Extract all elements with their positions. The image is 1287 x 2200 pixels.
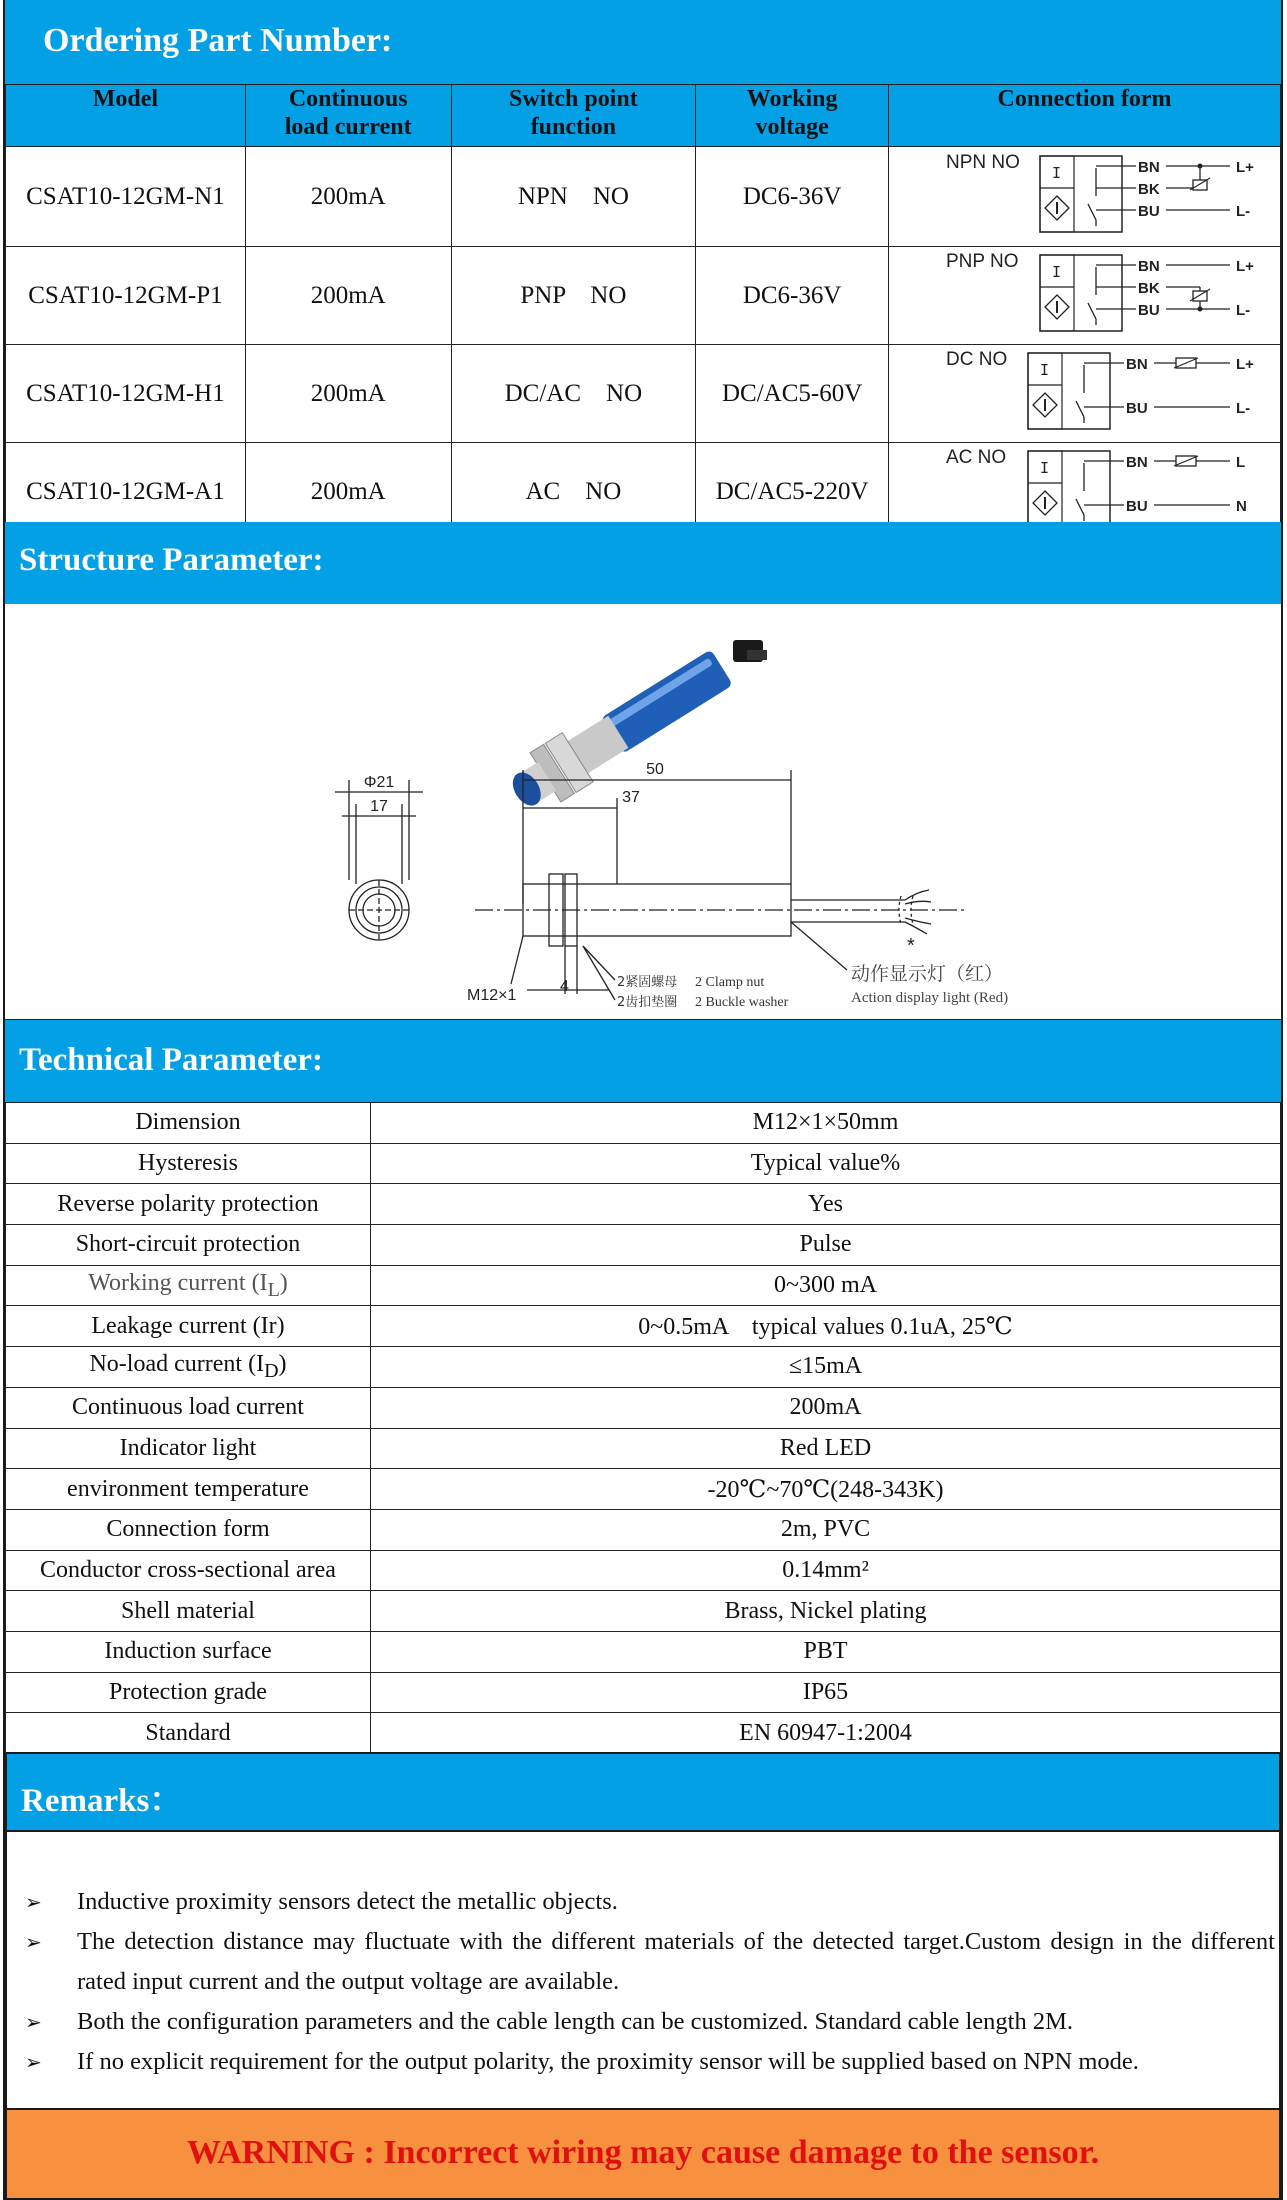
warning-text: WARNING : Incorrect wiring may cause damage to the sensor. <box>186 2134 1100 2171</box>
wire-bu: BU <box>1137 203 1160 220</box>
tech-row <box>6 1306 1281 1347</box>
ordering-header-2 <box>451 85 696 147</box>
structure-drawing-area <box>5 604 1281 1020</box>
ordering-cell-function <box>451 345 696 443</box>
ordering-model-text: CSAT10-12GM-N1 <box>26 182 225 210</box>
ordering-function-text: DC/AC NO <box>504 379 643 407</box>
tech-value: M12×1×50mm <box>752 1109 899 1136</box>
datasheet <box>3 0 1283 2200</box>
ordering-header-text: function <box>530 114 617 140</box>
ordering-voltage-text: DC/AC5-220V <box>715 477 869 505</box>
tech-value: Yes <box>808 1190 843 1217</box>
tech-key: Connection form <box>106 1516 270 1543</box>
tech-value-cell <box>371 1225 1281 1266</box>
ordering-model-text: CSAT10-12GM-H1 <box>26 379 225 407</box>
ordering-voltage-text: DC6-36V <box>742 281 842 309</box>
bullet-arrow-icon: ➢ <box>25 2010 42 2034</box>
tech-value: EN 60947-1:2004 <box>739 1719 912 1746</box>
tech-key: Protection grade <box>109 1678 267 1705</box>
ordering-header-0 <box>6 85 246 147</box>
structure-title: Structure Parameter: <box>19 542 324 578</box>
ordering-cell-wiring <box>889 147 1281 247</box>
tech-row <box>6 1143 1281 1184</box>
action-light-en: Action display light (Red) <box>851 990 1009 1006</box>
warning-banner <box>5 2110 1281 2200</box>
tech-key-cell <box>6 1509 371 1550</box>
tech-key: Continuous load current <box>72 1394 304 1421</box>
tech-value-cell <box>371 1184 1281 1225</box>
tech-value: 0~300 mA <box>774 1272 877 1299</box>
ordering-row <box>6 345 1281 443</box>
tech-key: Standard <box>145 1719 231 1746</box>
wiring-diagram <box>900 148 1270 238</box>
ordering-current-text: 200mA <box>310 182 386 210</box>
remark-item <box>25 1922 1275 2002</box>
svg-text:I: I <box>1051 164 1061 182</box>
tech-key-cell <box>6 1387 371 1428</box>
tech-row <box>6 1550 1281 1591</box>
ordering-header-text: load current <box>284 114 412 140</box>
ordering-header-text: Working <box>746 86 838 112</box>
tech-value-cell <box>371 1428 1281 1469</box>
tech-key-cell <box>6 1265 371 1306</box>
tech-row <box>6 1469 1281 1510</box>
tech-key-cell <box>6 1550 371 1591</box>
structure-section-header <box>5 522 1281 604</box>
tech-value-cell <box>371 1672 1281 1713</box>
ordering-current-text: 200mA <box>310 281 386 309</box>
remarks-list <box>25 1882 1275 2082</box>
ordering-cell-model <box>6 247 246 345</box>
ordering-voltage-text: DC/AC5-60V <box>721 379 863 407</box>
ordering-header-3 <box>696 85 889 147</box>
svg-text:I: I <box>1051 263 1061 281</box>
terminal-positive: L+ <box>1235 356 1254 373</box>
ordering-voltage-text: DC6-36V <box>742 182 842 210</box>
tech-key-cell <box>6 1143 371 1184</box>
wiring-diagram <box>900 345 1270 435</box>
tech-value-cell <box>371 1469 1281 1510</box>
terminal-positive: L <box>1235 454 1245 471</box>
tech-row <box>6 1713 1281 1754</box>
terminal-negative: L- <box>1235 302 1250 319</box>
wire-bn: BN <box>1125 356 1148 373</box>
ordering-section-header <box>5 0 1281 84</box>
ordering-function-text: AC NO <box>525 477 622 505</box>
ordering-cell-wiring <box>889 345 1281 443</box>
dim-across: 17 <box>370 798 388 815</box>
tech-key: environment temperature <box>67 1475 309 1502</box>
tech-row <box>6 1184 1281 1225</box>
ordering-cell-function <box>451 147 696 247</box>
ordering-header-1 <box>245 85 451 147</box>
tech-key: Hysteresis <box>138 1150 238 1177</box>
tech-key: Shell material <box>121 1597 255 1624</box>
tech-value: 0~0.5mA typical values 0.1uA, 25℃ <box>638 1313 1013 1340</box>
ordering-header-text: voltage <box>755 114 829 140</box>
technical-title: Technical Parameter: <box>19 1042 323 1078</box>
tech-key: Leakage current (Ir) <box>91 1312 285 1339</box>
tech-value-cell <box>371 1347 1281 1388</box>
terminal-negative: L- <box>1235 400 1250 417</box>
tech-value: PBT <box>803 1638 848 1665</box>
clamp-nut-en: 2 Clamp nut <box>695 975 765 990</box>
ordering-table <box>5 84 1281 541</box>
remark-text: If no explicit requirement for the output polarity, the proximity sensor will be supplied based on NPN mode. <box>77 2048 1139 2075</box>
wire-bn: BN <box>1125 454 1148 471</box>
tech-value: 0.14mm² <box>782 1556 869 1583</box>
tech-value-cell <box>371 1387 1281 1428</box>
tech-value: Pulse <box>799 1231 852 1258</box>
tech-key-subscript: D <box>264 1359 279 1382</box>
svg-text:I: I <box>1039 361 1049 379</box>
ordering-cell-wiring <box>889 247 1281 345</box>
tech-key: Dimension <box>135 1109 241 1136</box>
dim-nut: 4 <box>560 978 569 995</box>
wire-bu: BU <box>1125 498 1148 515</box>
tech-value: Typical value% <box>750 1150 901 1177</box>
bullet-arrow-icon: ➢ <box>25 1890 42 1914</box>
tech-key: Reverse polarity protection <box>57 1190 319 1217</box>
tech-key-subscript: L <box>267 1278 280 1301</box>
tech-value-cell <box>371 1509 1281 1550</box>
ordering-header-text: Continuous <box>288 86 408 112</box>
ordering-header-text: Switch point <box>509 86 638 112</box>
tech-value-cell <box>371 1591 1281 1632</box>
remark-item <box>25 1882 1275 1922</box>
wire-bu: BU <box>1137 302 1160 319</box>
tech-value: 2m, PVC <box>780 1516 871 1543</box>
ordering-cell-voltage <box>696 147 889 247</box>
tech-value: -20℃~70℃(248-343K) <box>707 1476 944 1503</box>
ordering-header-text: Connection form <box>997 86 1172 112</box>
tech-value: 200mA <box>789 1394 862 1421</box>
ordering-header-4 <box>889 85 1281 147</box>
wiring-label: DC NO <box>945 349 1007 370</box>
structure-drawing <box>5 604 1281 1020</box>
tech-value-cell <box>371 1631 1281 1672</box>
tech-key: Indicator light <box>119 1434 257 1461</box>
ordering-row <box>6 247 1281 345</box>
technical-section-header <box>5 1020 1281 1102</box>
terminal-negative: N <box>1235 498 1247 515</box>
wire-bn: BN <box>1137 159 1160 176</box>
tech-row <box>6 1265 1281 1306</box>
terminal-positive: L+ <box>1235 159 1254 176</box>
ordering-cell-voltage <box>696 345 889 443</box>
tech-key-cell <box>6 1591 371 1632</box>
tech-key-cell <box>6 1306 371 1347</box>
wiring-diagram <box>900 443 1270 533</box>
technical-table <box>5 1102 1281 1754</box>
asterisk-mark: * <box>907 935 915 957</box>
tech-value-cell <box>371 1550 1281 1591</box>
tech-value: ≤15mA <box>788 1353 863 1380</box>
tech-value: Brass, Nickel plating <box>724 1597 927 1624</box>
tech-value-cell <box>371 1306 1281 1347</box>
tech-key: Short-circuit protection <box>75 1231 301 1258</box>
remark-item <box>25 2002 1275 2042</box>
tech-row <box>6 1672 1281 1713</box>
tech-value-cell <box>371 1103 1281 1144</box>
tech-key-end: ) <box>279 1269 288 1296</box>
tech-key-cell <box>6 1672 371 1713</box>
tech-row <box>6 1631 1281 1672</box>
ordering-header-text: Model <box>92 86 159 112</box>
wiring-diagram <box>900 247 1270 337</box>
ordering-function-text: NPN NO <box>517 182 629 210</box>
ordering-cell-current <box>245 247 451 345</box>
remarks-title: Remarks： <box>21 1783 183 1819</box>
tech-row <box>6 1347 1281 1388</box>
wiring-label: NPN NO <box>945 152 1020 173</box>
tech-row <box>6 1591 1281 1632</box>
wire-bk: BK <box>1137 181 1160 198</box>
ordering-cell-model <box>6 345 246 443</box>
ordering-model-text: CSAT10-12GM-P1 <box>28 281 223 309</box>
bullet-arrow-icon: ➢ <box>25 1930 42 1954</box>
remark-text: The detection distance may fluctuate with the different materials of the detected target.Custom design in the different rated input current and the output voltage are available. <box>77 1928 1275 1995</box>
wire-bu: BU <box>1125 400 1148 417</box>
ordering-title: Ordering Part Number: <box>43 22 393 59</box>
remark-text: Both the configuration parameters and the cable length can be customized. Standard cable length 2M. <box>77 2008 1073 2035</box>
tech-key: Working current (I <box>88 1269 268 1296</box>
bullet-arrow-icon: ➢ <box>25 2050 42 2074</box>
tech-key-end: ) <box>278 1351 287 1378</box>
wire-bn: BN <box>1137 258 1160 275</box>
action-light-cn: 动作显示灯（红） <box>851 963 1004 985</box>
washer-cn: 2齿扣垫圈 <box>617 995 678 1010</box>
remark-text: Inductive proximity sensors detect the metallic objects. <box>77 1888 618 1915</box>
tech-key: Conductor cross-sectional area <box>40 1556 336 1583</box>
tech-key-cell <box>6 1184 371 1225</box>
ordering-row <box>6 147 1281 247</box>
ordering-cell-model <box>6 147 246 247</box>
ordering-cell-current <box>245 345 451 443</box>
tech-value-cell <box>371 1143 1281 1184</box>
ordering-cell-current <box>245 147 451 247</box>
clamp-nut-cn: 2紧固螺母 <box>617 975 678 990</box>
tech-row <box>6 1509 1281 1550</box>
wiring-label: AC NO <box>945 447 1006 468</box>
tech-row <box>6 1225 1281 1266</box>
wiring-label: PNP NO <box>945 251 1019 272</box>
dim-overall: 50 <box>646 761 664 778</box>
dim-thread: M12×1 <box>467 987 517 1004</box>
ordering-model-text: CSAT10-12GM-A1 <box>26 477 225 505</box>
tech-value-cell <box>371 1265 1281 1306</box>
tech-key-cell <box>6 1713 371 1754</box>
terminal-positive: L+ <box>1235 258 1254 275</box>
ordering-current-text: 200mA <box>310 379 386 407</box>
ordering-header-row <box>6 85 1281 147</box>
remarks-section-header <box>5 1752 1281 1832</box>
terminal-negative: L- <box>1235 203 1250 220</box>
svg-text:I: I <box>1039 459 1049 477</box>
dim-phi: Φ21 <box>363 774 395 791</box>
wire-bk: BK <box>1137 280 1160 297</box>
washer-en: 2 Buckle washer <box>695 995 789 1010</box>
tech-row <box>6 1103 1281 1144</box>
tech-row <box>6 1387 1281 1428</box>
ordering-current-text: 200mA <box>310 477 386 505</box>
remark-item <box>25 2042 1275 2082</box>
tech-key-cell <box>6 1631 371 1672</box>
ordering-cell-function <box>451 247 696 345</box>
tech-key-cell <box>6 1469 371 1510</box>
ordering-function-text: PNP NO <box>520 281 627 309</box>
remarks-body <box>5 1832 1281 2110</box>
tech-key-cell <box>6 1103 371 1144</box>
tech-key-cell <box>6 1225 371 1266</box>
tech-value: IP65 <box>802 1678 849 1705</box>
tech-value: Red LED <box>779 1434 872 1461</box>
tech-key-cell <box>6 1347 371 1388</box>
ordering-cell-voltage <box>696 247 889 345</box>
dim-body: 37 <box>622 789 640 806</box>
tech-row <box>6 1428 1281 1469</box>
tech-key: Induction surface <box>104 1638 272 1665</box>
tech-key: No-load current (I <box>89 1351 265 1378</box>
tech-value-cell <box>371 1713 1281 1754</box>
tech-key-cell <box>6 1428 371 1469</box>
